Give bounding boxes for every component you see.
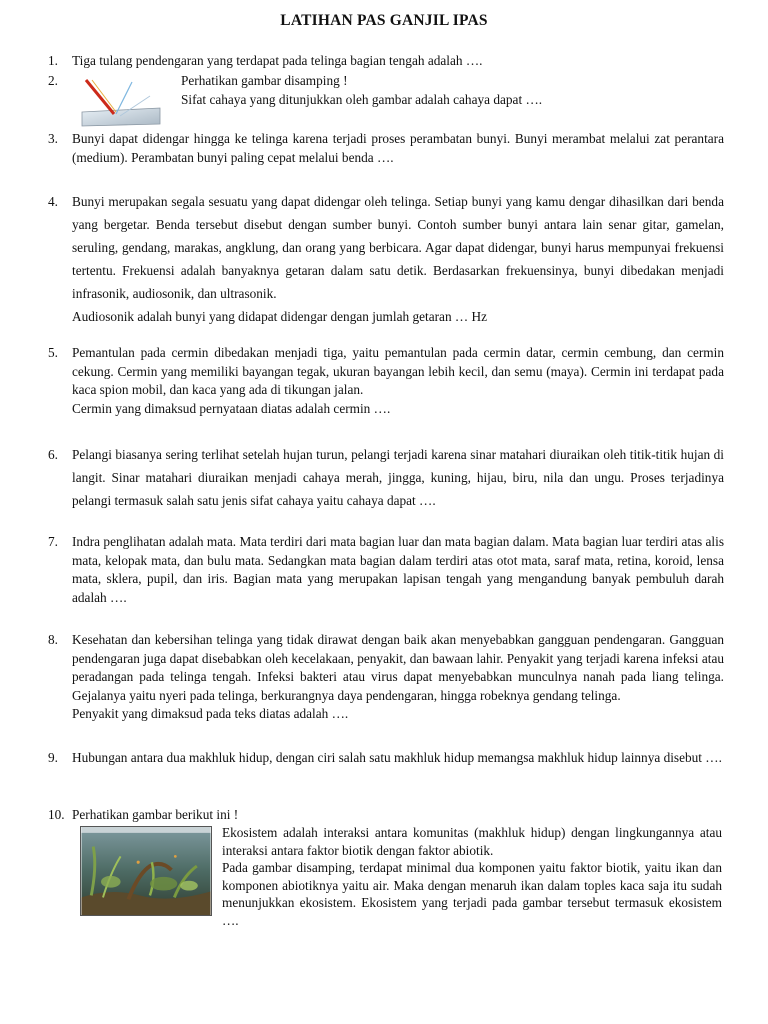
question-number: 1.: [48, 53, 58, 68]
question-prompt: Cermin yang dimaksud pernyataan diatas adalah cermin ….: [72, 400, 391, 416]
question-number: 7.: [48, 534, 58, 549]
question-text: Tiga tulang pendengaran yang terdapat pada telinga bagian tengah adalah ….: [72, 53, 483, 68]
question-8: [48, 631, 724, 724]
aquarium-image: [80, 826, 212, 916]
question-number: 3.: [48, 131, 58, 146]
question-text: Hubungan antara dua makhluk hidup, dengan ciri salah satu makhluk hidup memangsa makhluk hidup lainnya disebut ….: [72, 750, 722, 765]
question-10: [48, 806, 724, 825]
question-5: [48, 344, 724, 418]
question-prompt: Audiosonik adalah bunyi yang didapat didengar dengan jumlah getaran … Hz: [72, 309, 488, 324]
question-10-body: [222, 824, 722, 929]
question-number: 9.: [48, 750, 58, 765]
question-text: Indra penglihatan adalah mata. Mata terdiri dari mata bagian luar dan mata bagian dalam. Mata bagian luar terdiri atas alis mata, kelopak mata, dan bulu mata. Sedangkan mata bagian dalam terdiri atas otot mata, saraf mata, retina, koroid, lensa mata, sklera, pupil, dan iris. Bagian mata yang merupakan lapisan tengah yang mengandung banyak pembuluh darah adalah ….: [72, 534, 724, 605]
question-number: 4.: [48, 194, 58, 209]
question-text: Pemantulan pada cermin dibedakan menjadi tiga, yaitu pemantulan pada cermin datar, cermin cembung, dan cermin cekung. Cermin yang memiliki bayangan tegak, ukuran bayangan lebih kecil, dan semu (maya). Cermin ini terdapat pada kaca spion mobil, dan kaca yang ada di tikungan jalan.: [72, 345, 724, 397]
question-1: [48, 52, 724, 71]
question-9: [48, 749, 724, 768]
question-instruction: Perhatikan gambar berikut ini !: [72, 807, 239, 822]
question-number: 8.: [48, 632, 58, 647]
question-prompt: Pada gambar disamping, terdapat minimal dua komponen yaitu faktor biotik, yaitu ikan dan komponen abiotiknya yaitu air. Maka dengan menaruh ikan dalam toples kaca saja itu sudah menunjukkan ekosistem. Ekosistem yang terjadi pada gambar tersebut termasuk ekosistem ….: [222, 860, 722, 928]
question-number: 6.: [48, 447, 58, 462]
page-title: LATIHAN PAS GANJIL IPAS: [280, 12, 488, 29]
question-text: Ekosistem adalah interaksi antara komunitas (makhluk hidup) dengan lingkungannya atau interaksi antara faktor biotik dengan faktor abiotik.: [222, 825, 722, 858]
light-refraction-image: [80, 78, 162, 128]
question-text: Kesehatan dan kebersihan telinga yang tidak dirawat dengan baik akan menyebabkan gangguan pendengaran. Gangguan pendengaran juga dapat disebabkan oleh kecelakaan, penyakit, dan bawaan lahir. Penyakit yang terjadi karena infeksi atau peradangan pada telinga tengah. Infeksi bakteri atau virus dapat menyebabkan munculnya nanah pada liang telinga. Gejalanya yaitu nyeri pada telinga, berkurangnya daya pendengaran, hingga robeknya gendang telinga.: [72, 632, 724, 703]
question-number: 5.: [48, 345, 58, 360]
question-6: [48, 443, 724, 512]
question-text: Bunyi dapat didengar hingga ke telinga karena terjadi proses perambatan bunyi. Bunyi merambat melalui zat perantara (medium). Perambatan bunyi paling cepat melalui benda ….: [72, 131, 724, 165]
question-text: Sifat cahaya yang ditunjukkan oleh gambar adalah cahaya dapat ….: [181, 91, 543, 107]
question-number: 10.: [48, 807, 65, 822]
question-instruction: Perhatikan gambar disamping !: [181, 73, 348, 88]
question-prompt: Penyakit yang dimaksud pada teks diatas adalah ….: [72, 706, 349, 721]
question-4: [48, 190, 724, 328]
question-text: Bunyi merupakan segala sesuatu yang dapat didengar oleh telinga. Setiap bunyi yang kamu dengar dihasilkan dari benda yang bergetar. Benda tersebut disebut dengan sumber bunyi. Contoh sumber bunyi antara lain senar gitar, gamelan, seruling, gendang, marakas, angklung, dan orang yang berbicara. Agar dapat didengar, bunyi harus mempunyai frekuensi tertentu. Frekuensi adalah banyaknya getaran dalam satu detik. Berdasarkan frekuensinya, bunyi dibedakan menjadi infrasonik, audiosonik, dan ultrasonik.: [72, 194, 724, 301]
question-3: [48, 130, 724, 167]
question-text: Pelangi biasanya sering terlihat setelah hujan turun, pelangi terjadi karena sinar matahari diuraikan oleh titik-titik hujan di langit. Sinar matahari diuraikan menjadi cahaya merah, jingga, kuning, hijau, biru, nila dan ungu. Proses terjadinya pelangi termasuk salah satu jenis sifat cahaya yaitu cahaya dapat ….: [72, 447, 724, 508]
question-7: [48, 533, 724, 607]
question-number: 2.: [48, 73, 58, 88]
